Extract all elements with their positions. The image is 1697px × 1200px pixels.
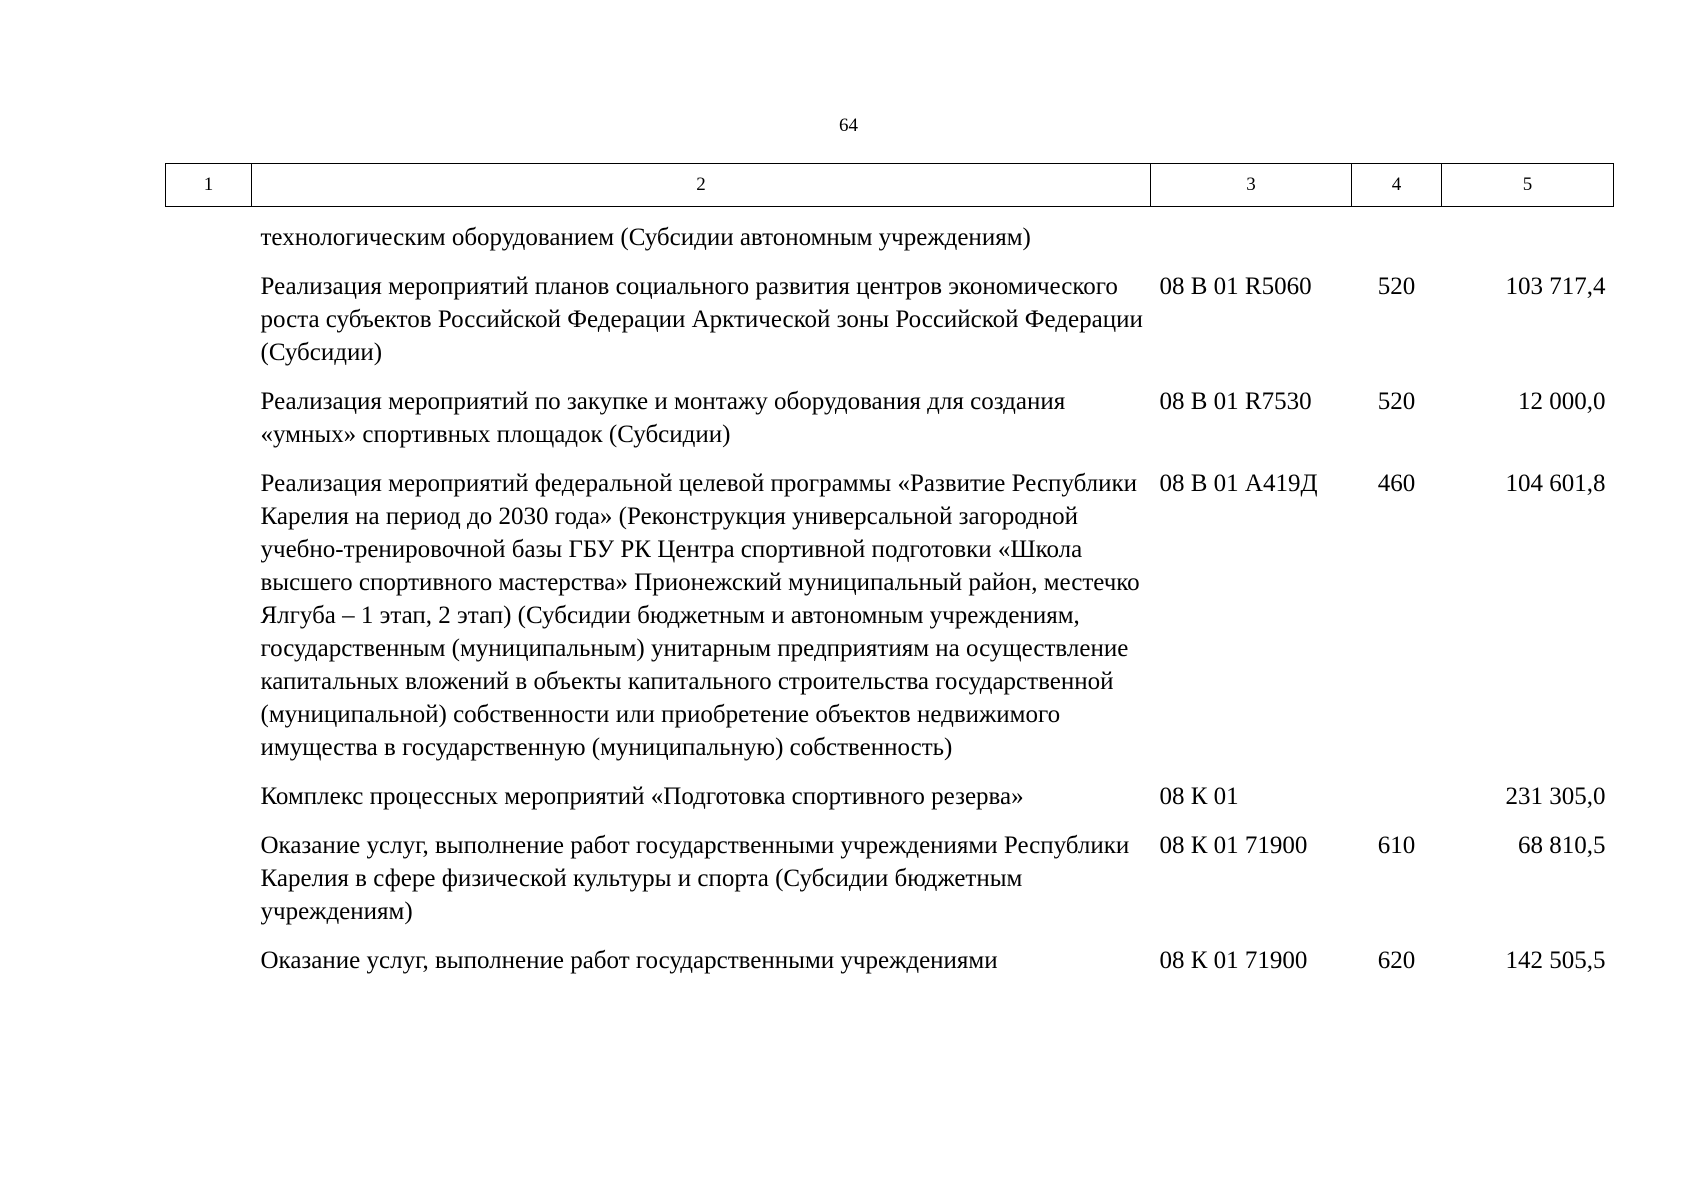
table-body (166, 207, 1614, 986)
expense-name: Реализация мероприятий по закупке и монтажу оборудования для создания «умных» спортивных площадок (Субсидии) (260, 388, 1066, 448)
expense-type-code (1352, 207, 1442, 263)
row-index-cell (166, 207, 252, 263)
expense-name: Реализация мероприятий федеральной целевой программы «Развитие Республики Карелия на период до 2030 года» (Реконструкция универсальной загородной учебно-тренировочной базы ГБУ РК Центра спортивной подготовки «Школа высшего спортивного мастерства» Прионежский муниципальный район, местечко Ялгуба – 1 этап, 2 этап) (Субсидии бюджетным и автономным учреждениям, государственным (муниципальным) унитарным предприятиям на осуществление капитальных вложений в объекты капитального строительства государственной (муниципальной) собственности или приобретение объектов недвижимого имущества в государственную (муниципальную) собственность) (260, 470, 1140, 761)
table-row (166, 821, 1614, 936)
row-index-cell (166, 772, 252, 821)
expense-name: Реализация мероприятий планов социального развития центров экономического роста субъектов Российской Федерации Арктической зоны Российской Федерации (Субсидии) (260, 273, 1143, 366)
target-article-code: 08 В 01 А419Д (1159, 470, 1318, 497)
expense-name: Оказание услуг, выполнение работ государственными учреждениями Республики Карелия в сфере физической культуры и спорта (Субсидии бюджетным учреждениям) (260, 832, 1130, 925)
table-row (166, 936, 1614, 985)
column-header-1: 1 (166, 164, 252, 207)
table-row (166, 262, 1614, 377)
expense-type-code: 620 (1377, 947, 1416, 974)
target-article-code: 08 К 01 71900 (1159, 832, 1308, 859)
expense-type-code: 520 (1377, 388, 1416, 415)
expense-type-code: 610 (1377, 832, 1416, 859)
expense-name: технологическим оборудованием (Субсидии автономным учреждениям) (260, 224, 1031, 251)
budget-table (165, 163, 1614, 985)
target-article-code (1151, 207, 1352, 263)
row-index-cell (166, 459, 252, 772)
amount (1442, 207, 1614, 263)
row-index-cell (166, 377, 252, 459)
table-header (166, 164, 1614, 207)
expense-name: Оказание услуг, выполнение работ государственными учреждениями (260, 947, 998, 974)
column-header-2: 2 (252, 164, 1151, 207)
expense-type-code: 460 (1377, 470, 1416, 497)
table-row (166, 207, 1614, 263)
target-article-code: 08 В 01 R5060 (1159, 273, 1312, 300)
row-index-cell (166, 262, 252, 377)
table-row (166, 772, 1614, 821)
table-row (166, 459, 1614, 772)
target-article-code: 08 К 01 71900 (1159, 947, 1308, 974)
header-row (166, 164, 1614, 207)
expense-name: Комплекс процессных мероприятий «Подготовка спортивного резерва» (260, 783, 1024, 810)
amount: 12 000,0 (1518, 388, 1606, 415)
column-header-4: 4 (1352, 164, 1442, 207)
expense-type-code: 520 (1377, 273, 1416, 300)
amount: 142 505,5 (1505, 947, 1606, 974)
column-header-5: 5 (1442, 164, 1614, 207)
row-index-cell (166, 821, 252, 936)
expense-type-code (1352, 772, 1442, 821)
table-row (166, 377, 1614, 459)
target-article-code: 08 В 01 R7530 (1159, 388, 1312, 415)
amount: 103 717,4 (1505, 273, 1606, 300)
target-article-code: 08 К 01 (1159, 783, 1239, 810)
amount: 68 810,5 (1518, 832, 1606, 859)
column-header-3: 3 (1151, 164, 1352, 207)
page-number: 64 (839, 115, 858, 136)
amount: 104 601,8 (1505, 470, 1606, 497)
row-index-cell (166, 936, 252, 985)
amount: 231 305,0 (1505, 783, 1606, 810)
